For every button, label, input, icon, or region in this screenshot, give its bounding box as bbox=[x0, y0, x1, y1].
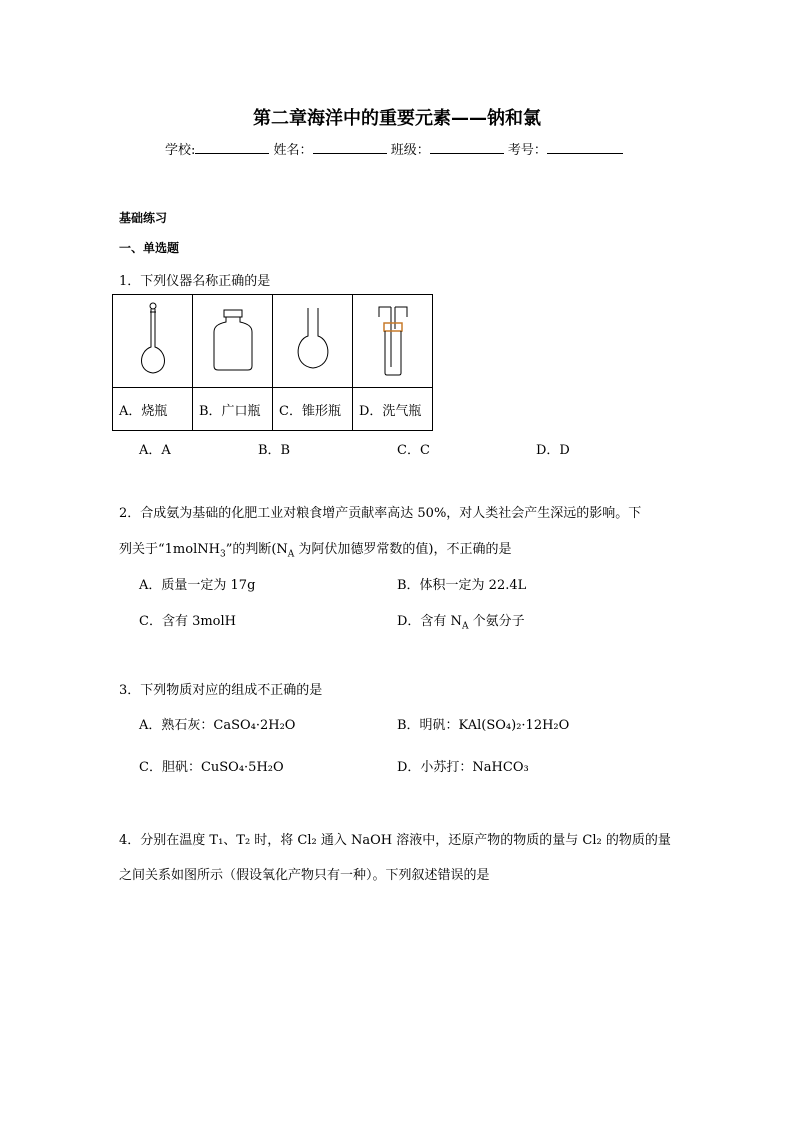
q3-stem: 3．下列物质对应的组成不正确的是 bbox=[119, 683, 323, 698]
q3-option-c[interactable]: C．胆矾：CuSO₄·5H₂O bbox=[139, 760, 284, 775]
q3-option-a[interactable]: A．熟石灰：CaSO₄·2H₂O bbox=[139, 718, 296, 733]
q2-option-b[interactable]: B．体积一定为 22.4L bbox=[397, 578, 527, 593]
subsection-heading: 一、单选题 bbox=[119, 241, 180, 255]
name-label: 姓名： bbox=[273, 143, 313, 158]
label-a: A．烧瓶 bbox=[113, 388, 193, 431]
q2-option-c[interactable]: C．含有 3molH bbox=[139, 614, 236, 629]
q2-option-a[interactable]: A．质量一定为 17g bbox=[139, 578, 256, 593]
class-blank[interactable] bbox=[430, 140, 504, 154]
label-c: C．锥形瓶 bbox=[273, 388, 353, 431]
volumetric-flask-icon bbox=[133, 299, 173, 379]
q2-stem-line2: 列关于“1molNH$_3$”的判断($N_A$ 为阿伏加德罗常数的值)，不正确的是 bbox=[119, 542, 512, 560]
q2-stem-line1: 2．合成氨为基础的化肥工业对粮食增产贡献率高达 50%，对人类社会产生深远的影响。下 bbox=[119, 506, 642, 521]
q4-stem-line2: 之间关系如图所示（假设氧化产物只有一种）。下列叙述错误的是 bbox=[119, 868, 490, 883]
q4-stem-line1: 4．分别在温度 T₁、T₂ 时，将 Cl₂ 通入 NaOH 溶液中，还原产物的物质的量与 Cl₂ 的物质的量 bbox=[119, 833, 671, 848]
exam-no-blank[interactable] bbox=[547, 140, 623, 154]
q1-option-c[interactable]: C．C bbox=[397, 443, 430, 458]
school-blank[interactable] bbox=[195, 140, 269, 154]
label-b: B．广口瓶 bbox=[193, 388, 273, 431]
table-cell-d bbox=[353, 295, 433, 388]
name-blank[interactable] bbox=[313, 140, 387, 154]
wide-mouth-bottle-icon bbox=[211, 304, 255, 374]
round-bottom-flask-icon bbox=[291, 304, 335, 374]
student-info-line bbox=[165, 139, 623, 158]
section-heading: 基础练习 bbox=[119, 211, 168, 225]
label-d: D．洗气瓶 bbox=[353, 388, 433, 431]
instrument-table bbox=[112, 294, 433, 431]
q2-option-d[interactable]: D．含有 $N_A$ 个氨分子 bbox=[397, 614, 525, 632]
exam-no-label: 考号： bbox=[507, 143, 547, 158]
q3-option-d[interactable]: D．小苏打：NaHCO₃ bbox=[397, 760, 529, 775]
table-cell-b bbox=[193, 295, 273, 388]
table-cell-c bbox=[273, 295, 353, 388]
q1-option-d[interactable]: D．D bbox=[536, 443, 570, 458]
q3-option-b[interactable]: B．明矾：KAl(SO₄)₂·12H₂O bbox=[397, 718, 570, 733]
class-label: 班级： bbox=[390, 143, 430, 158]
q1-option-a[interactable]: A．A bbox=[139, 443, 171, 458]
school-label: 学校: bbox=[165, 143, 196, 158]
q1-option-b[interactable]: B．B bbox=[258, 443, 291, 458]
q1-stem: 1．下列仪器名称正确的是 bbox=[119, 274, 271, 289]
table-cell-a bbox=[113, 295, 193, 388]
gas-washing-bottle-icon bbox=[371, 299, 415, 379]
page-title: 第二章海洋中的重要元素——钠和氯 bbox=[253, 108, 541, 129]
